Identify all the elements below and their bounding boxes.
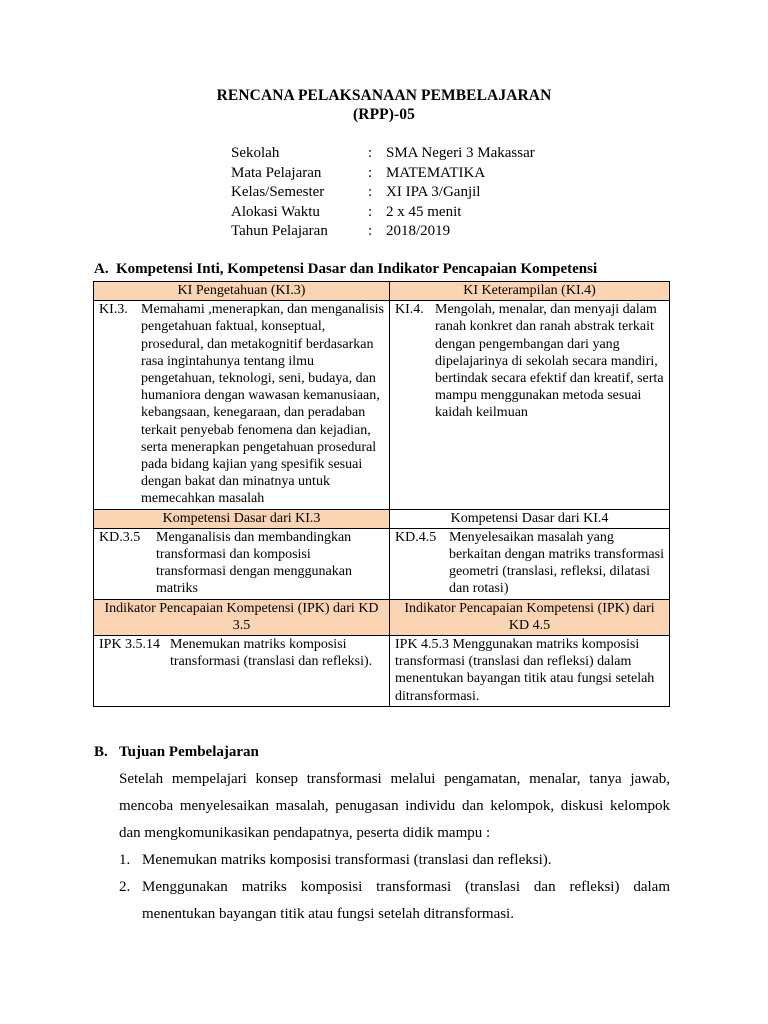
document-subtitle: (RPP)-05 [353,106,415,123]
ki3-cell [94,301,390,509]
identity-colon: : [368,164,373,181]
kd4-code: KD.4.5 [395,529,437,545]
ki3-text: Memahami ,menerapkan, dan menganalisis pengetahuan faktual, konseptual, prosedural, dan metakognitif berdasarkan rasa ingintahunya tentang ilmu pengetahuan, teknologi, seni, budaya, dan humaniora dengan wawasan kemanusiaan, kebangsaan, kenegaraan, dan peradaban terkait penyebab fenomena dan kejadian, serta menerapkan pengetahuan prosedural pada bidang kajian yang spesifik sesuai dengan bakat dan minatnya untuk memecahkan masalah [141,302,384,507]
ki4-cell [390,301,670,509]
identity-value: MATEMATIKA [386,164,486,181]
learning-objectives [119,766,670,928]
ki3-header: KI Pengetahuan (KI.3) [94,282,390,301]
objectives-list [119,847,670,928]
list-item-number: 1. [119,852,131,868]
section-a-heading [94,261,597,278]
section-b-title: Tujuan Pembelajaran [119,744,259,760]
identity-row [231,222,535,242]
objectives-intro: Setelah mempelajari konsep transformasi melalui pengamatan, menalar, tanya jawab, mencoba menyelesaikan masalah, penugasan individu dan kelompok, diskusi kelompok dan mengkomunikasikan pendapatnya, peserta didik mampu : [119,771,670,841]
identity-value: SMA Negeri 3 Makassar [386,145,535,161]
kd3-code: KD.3.5 [99,529,141,545]
ki4-header: KI Keterampilan (KI.4) [390,282,670,301]
ipk3-code: IPK 3.5.14 [99,637,161,653]
section-a-letter: A. [94,261,109,277]
ipk4-text: IPK 4.5.3 Menggunakan matriks komposisi transformasi (translasi dan refleksi) dalam menentukan bayangan titik atau fungsi setelah ditransformasi. [395,637,655,704]
ipk3-text: Menemukan matriks komposisi transformasi (translasi dan refleksi). [170,637,373,670]
document-title: RENCANA PELAKSANAAN PEMBELAJARAN [216,87,552,104]
ki3-code: KI.3. [99,302,128,318]
identity-colon: : [368,145,373,161]
list-item-text: Menemukan matriks komposisi transformasi (translasi dan refleksi). [142,852,552,868]
list-item [119,847,670,874]
identity-value: 2018/2019 [386,223,451,239]
kd3-cell [94,528,390,599]
ipk4-header: Indikator Pencapaian Kompetensi (IPK) dari KD 4.5 [390,599,670,635]
identity-label: Sekolah [231,145,280,161]
section-b-letter: B. [94,744,108,760]
identity-row [231,183,535,203]
kd3-text: Menganalisis dan membandingkan transformasi dan komposisi transformasi dengan menggunakan matriks [156,529,352,597]
identity-value: 2 x 45 menit [386,203,462,220]
identity-row [231,203,535,223]
identity-label: Tahun Pelajaran [231,223,328,239]
identity-label: Alokasi Waktu [231,203,320,220]
competency-table [93,281,670,707]
identity-row [231,144,535,164]
identity-colon: : [368,184,373,200]
kd4-header: Kompetensi Dasar dari KI.4 [390,509,670,528]
list-item-text: Menggunakan matriks komposisi transformasi (translasi dan refleksi) dalam menentukan bayangan titik atau fungsi setelah ditransformasi. [142,879,670,922]
ki4-text: Mengolah, menalar, dan menyaji dalam ranah konkret dan ranah abstrak terkait dengan pengembangan dari yang dipelajarinya di sekolah secara mandiri, bertindak secara efektif dan kreatif, serta mampu menggunakan metoda sesuai kaidah keilmuan [435,302,664,421]
ipk4-cell [390,636,670,707]
identity-colon: : [368,223,373,239]
identity-block [231,144,535,242]
section-b-heading [94,744,259,761]
identity-label: Mata Pelajaran [231,164,322,181]
section-a-title: Kompetensi Inti, Kompetensi Dasar dan Indikator Pencapaian Kompetensi [116,261,598,277]
identity-row [231,164,535,184]
list-item [119,874,670,928]
identity-label: Kelas/Semester [231,184,325,200]
ipk3-header: Indikator Pencapaian Kompetensi (IPK) dari KD 3.5 [94,599,390,635]
ipk3-cell [94,636,390,707]
identity-colon: : [368,203,373,220]
kd4-cell [390,528,670,599]
identity-value: XI IPA 3/Ganjil [386,184,481,200]
kd4-text: Menyelesaikan masalah yang berkaitan dengan matriks transformasi geometri (translasi, refleksi, dilatasi dan rotasi) [449,529,664,597]
ki4-code: KI.4. [395,302,424,318]
list-item-number: 2. [119,879,131,895]
kd3-header: Kompetensi Dasar dari KI.3 [94,509,390,528]
